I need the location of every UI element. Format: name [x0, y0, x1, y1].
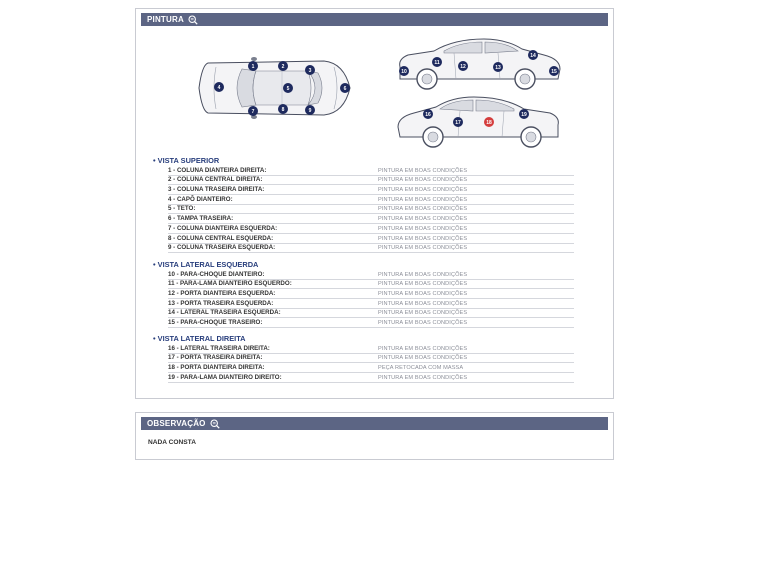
- marker-11: [432, 57, 442, 67]
- row-label: 11 - PARA-LAMA DIANTEIRO ESQUERDO:: [168, 280, 292, 288]
- marker-label: 10: [401, 68, 407, 75]
- row-label: 19 - PARA-LAMA DIANTEIRO DIREITO:: [168, 373, 282, 381]
- row-label: 16 - LATERAL TRASEIRA DIREITA:: [168, 344, 270, 352]
- row-value: PINTURA EM BOAS CONDIÇÕES: [378, 291, 468, 298]
- row-value: PINTURA EM BOAS CONDIÇÕES: [378, 196, 468, 203]
- table-row: [168, 185, 574, 195]
- row-label: 12 - PORTA DIANTEIRA ESQUERDA:: [168, 290, 276, 298]
- row-label: 5 - TETO:: [168, 205, 196, 213]
- table-row: [168, 354, 574, 364]
- row-value: PINTURA EM BOAS CONDIÇÕES: [378, 235, 468, 242]
- marker-1: [248, 61, 258, 71]
- marker-label: 9: [308, 107, 312, 114]
- marker-label: 14: [530, 52, 536, 59]
- marker-12: [458, 61, 468, 71]
- marker-16: [423, 109, 433, 119]
- row-label: 9 - COLUNA TRASEIRA ESQUERDA:: [168, 244, 276, 252]
- marker-13: [493, 62, 503, 72]
- row-label: 3 - COLUNA TRASEIRA DIREITA:: [168, 186, 265, 194]
- marker-10: [399, 66, 409, 76]
- row-value: PINTURA EM BOAS CONDIÇÕES: [378, 320, 468, 327]
- pintura-title: PINTURA: [147, 15, 184, 24]
- table-row: [168, 195, 574, 205]
- markers-layer: [136, 9, 613, 159]
- row-value: PINTURA EM BOAS CONDIÇÕES: [378, 345, 468, 352]
- marker-label: 4: [217, 84, 221, 91]
- marker-label: 1: [251, 63, 255, 70]
- row-value: PINTURA EM BOAS CONDIÇÕES: [378, 374, 468, 381]
- row-label: 14 - LATERAL TRASEIRA ESQUERDA:: [168, 309, 281, 317]
- marker-2: [278, 61, 288, 71]
- row-label: 17 - PORTA TRASEIRA DIREITA:: [168, 354, 263, 362]
- marker-label: 16: [425, 111, 431, 118]
- marker-label: 11: [434, 59, 440, 66]
- table-row: [168, 224, 574, 234]
- marker-label: 3: [308, 67, 312, 74]
- marker-3: [305, 65, 315, 75]
- table-row: [168, 289, 574, 299]
- marker-4: [214, 82, 224, 92]
- marker-label: 8: [281, 106, 285, 113]
- row-value: PINTURA EM BOAS CONDIÇÕES: [378, 300, 468, 307]
- marker-label: 18: [486, 119, 492, 126]
- observacao-panel: [135, 412, 614, 460]
- pintura-panel: [135, 8, 614, 399]
- marker-label: 7: [251, 108, 255, 115]
- section-title: • VISTA SUPERIOR: [153, 156, 220, 165]
- marker-label: 15: [551, 68, 557, 75]
- observacao-header: [141, 417, 608, 430]
- table-row: [168, 244, 574, 254]
- row-value: PINTURA EM BOAS CONDIÇÕES: [378, 355, 468, 362]
- row-value: PINTURA EM BOAS CONDIÇÕES: [378, 187, 468, 194]
- table-row: [168, 205, 574, 215]
- row-value: PINTURA EM BOAS CONDIÇÕES: [378, 177, 468, 184]
- table-row: [168, 319, 574, 329]
- section-title: • VISTA LATERAL ESQUERDA: [153, 260, 259, 269]
- table-row: [168, 363, 574, 373]
- row-value: PINTURA EM BOAS CONDIÇÕES: [378, 310, 468, 317]
- row-label: 15 - PARA-CHOQUE TRASEIRO:: [168, 319, 263, 327]
- table-row: [168, 234, 574, 244]
- marker-6: [340, 83, 350, 93]
- observacao-text: NADA CONSTA: [148, 439, 196, 446]
- row-label: 10 - PARA-CHOQUE DIANTEIRO:: [168, 270, 265, 278]
- row-value: PINTURA EM BOAS CONDIÇÕES: [378, 206, 468, 213]
- section-title: • VISTA LATERAL DIREITA: [153, 334, 246, 343]
- row-value: PEÇA RETOCADA COM MASSA: [378, 365, 464, 372]
- marker-label: 2: [281, 63, 285, 70]
- row-value: PINTURA EM BOAS CONDIÇÕES: [378, 245, 468, 252]
- marker-9: [305, 105, 315, 115]
- observacao-title: OBSERVAÇÃO: [147, 419, 206, 428]
- marker-18: [484, 117, 494, 127]
- table-row: [168, 309, 574, 319]
- row-value: PINTURA EM BOAS CONDIÇÕES: [378, 167, 468, 174]
- row-label: 13 - PORTA TRASEIRA ESQUERDA:: [168, 299, 274, 307]
- marker-8: [278, 104, 288, 114]
- table-row: [168, 176, 574, 186]
- marker-label: 5: [286, 85, 290, 92]
- row-label: 1 - COLUNA DIANTEIRA DIREITA:: [168, 166, 267, 174]
- row-label: 8 - COLUNA CENTRAL ESQUERDA:: [168, 234, 274, 242]
- marker-label: 17: [455, 119, 461, 126]
- row-label: 4 - CAPÔ DIANTEIRO:: [168, 195, 233, 203]
- table-row: [168, 270, 574, 280]
- row-label: 7 - COLUNA DIANTEIRA ESQUERDA:: [168, 224, 278, 232]
- marker-label: 13: [495, 64, 501, 71]
- marker-14: [528, 50, 538, 60]
- row-label: 18 - PORTA DIANTEIRA DIREITA:: [168, 364, 265, 372]
- table-row: [168, 373, 574, 383]
- marker-label: 19: [521, 111, 527, 118]
- table-row: [168, 280, 574, 290]
- magnifier-icon: [210, 419, 220, 429]
- row-label: 6 - TAMPA TRASEIRA:: [168, 215, 234, 223]
- marker-label: 12: [460, 63, 466, 70]
- row-label: 2 - COLUNA CENTRAL DIREITA:: [168, 176, 263, 184]
- table-row: [168, 299, 574, 309]
- table-row: [168, 215, 574, 225]
- marker-17: [453, 117, 463, 127]
- marker-label: 6: [343, 85, 347, 92]
- row-value: PINTURA EM BOAS CONDIÇÕES: [378, 271, 468, 278]
- marker-5: [283, 83, 293, 93]
- row-value: PINTURA EM BOAS CONDIÇÕES: [378, 225, 468, 232]
- table-row: [168, 166, 574, 176]
- marker-19: [519, 109, 529, 119]
- table-row: [168, 344, 574, 354]
- marker-15: [549, 66, 559, 76]
- marker-7: [248, 106, 258, 116]
- row-value: PINTURA EM BOAS CONDIÇÕES: [378, 216, 468, 223]
- row-value: PINTURA EM BOAS CONDIÇÕES: [378, 281, 468, 288]
